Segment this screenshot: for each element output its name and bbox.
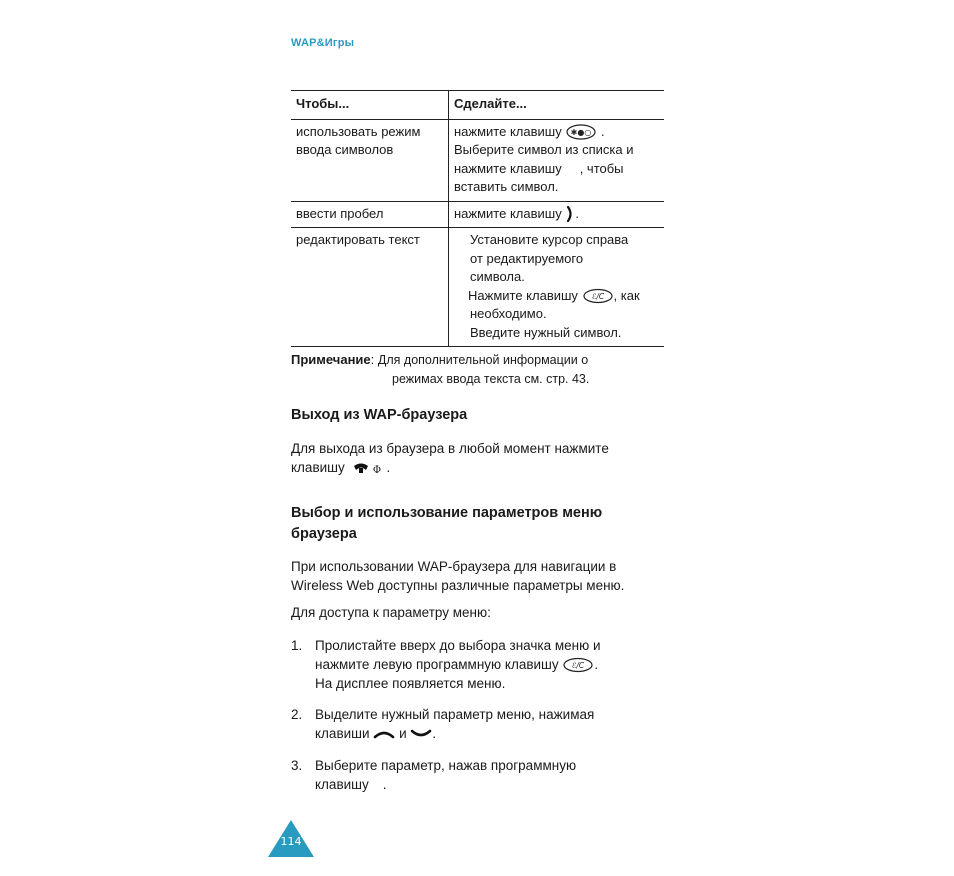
svg-text:✱●○: ✱●○ (570, 128, 592, 138)
col-header-action: Чтобы... (291, 91, 449, 120)
instructions-table (291, 90, 664, 347)
table-header-row (291, 91, 664, 120)
page-number: 114 (280, 835, 302, 848)
table-cell-action: использовать режим ввода символов (291, 119, 449, 201)
table-cell-instructions: Установите курсор справа от редактируемого символа. Нажмите клавишу ℰ/C , как необходимо. Введите нужный символ. (468, 232, 640, 340)
svg-text:ℰ/C: ℰ/C (572, 661, 585, 671)
clear-key-icon (582, 288, 614, 304)
space-key-icon (565, 205, 575, 223)
table-cell-instructions: нажмите клавишу ✱●○ . Выберите символ из списка и нажмите клавишу , чтобы вставить символ. (454, 123, 634, 195)
end-call-key-icon (349, 460, 387, 476)
table-row (291, 201, 664, 228)
up-key-icon (373, 728, 395, 740)
svg-text:Φ: Φ (372, 465, 381, 477)
list-item: 1. Пролистайте вверх до выбора значка меню и нажмите левую программную клавишу ℰ/C . На дисплее появляется меню. (291, 638, 601, 691)
menu-section-para2: Для доступа к параметру меню: (291, 605, 491, 620)
menu-section-para1: При использовании WAP-браузера для навигации в Wireless Web доступны различные параметры меню. (291, 559, 625, 593)
left-softkey-icon (562, 657, 594, 673)
note-label: Примечание (291, 352, 371, 367)
svg-text:ℰ/C: ℰ/C (591, 292, 604, 302)
symbol-key-icon (565, 123, 597, 141)
table-cell-action: ввести пробел (291, 201, 449, 228)
list-item: 3. Выберите параметр, нажав программную клавишу . (291, 758, 577, 792)
section-tag: WAP&Игры (291, 37, 355, 49)
note: Примечание: Для дополнительной информации о режимах ввода текста см. стр. 43. (291, 352, 590, 386)
table-cell-action: редактировать текст (291, 228, 449, 347)
note-text: Для дополнительной информации о (377, 353, 589, 367)
page-number-badge (268, 820, 314, 857)
table-cell-instructions: нажмите клавишу . (449, 201, 665, 228)
exit-section-title: Выход из WAP-браузера (291, 407, 468, 423)
down-key-icon (410, 728, 432, 740)
exit-section-text: Для выхода из браузера в любой момент нажмите клавишу Φ . (291, 441, 609, 477)
col-header-do: Сделайте... (454, 96, 527, 111)
table-row (291, 228, 664, 347)
menu-section-title: Выбор и использование параметров меню браузера (291, 505, 603, 542)
table-row (291, 119, 664, 201)
list-item: 2. Выделите нужный параметр меню, нажимая клавиши и . (291, 707, 595, 741)
